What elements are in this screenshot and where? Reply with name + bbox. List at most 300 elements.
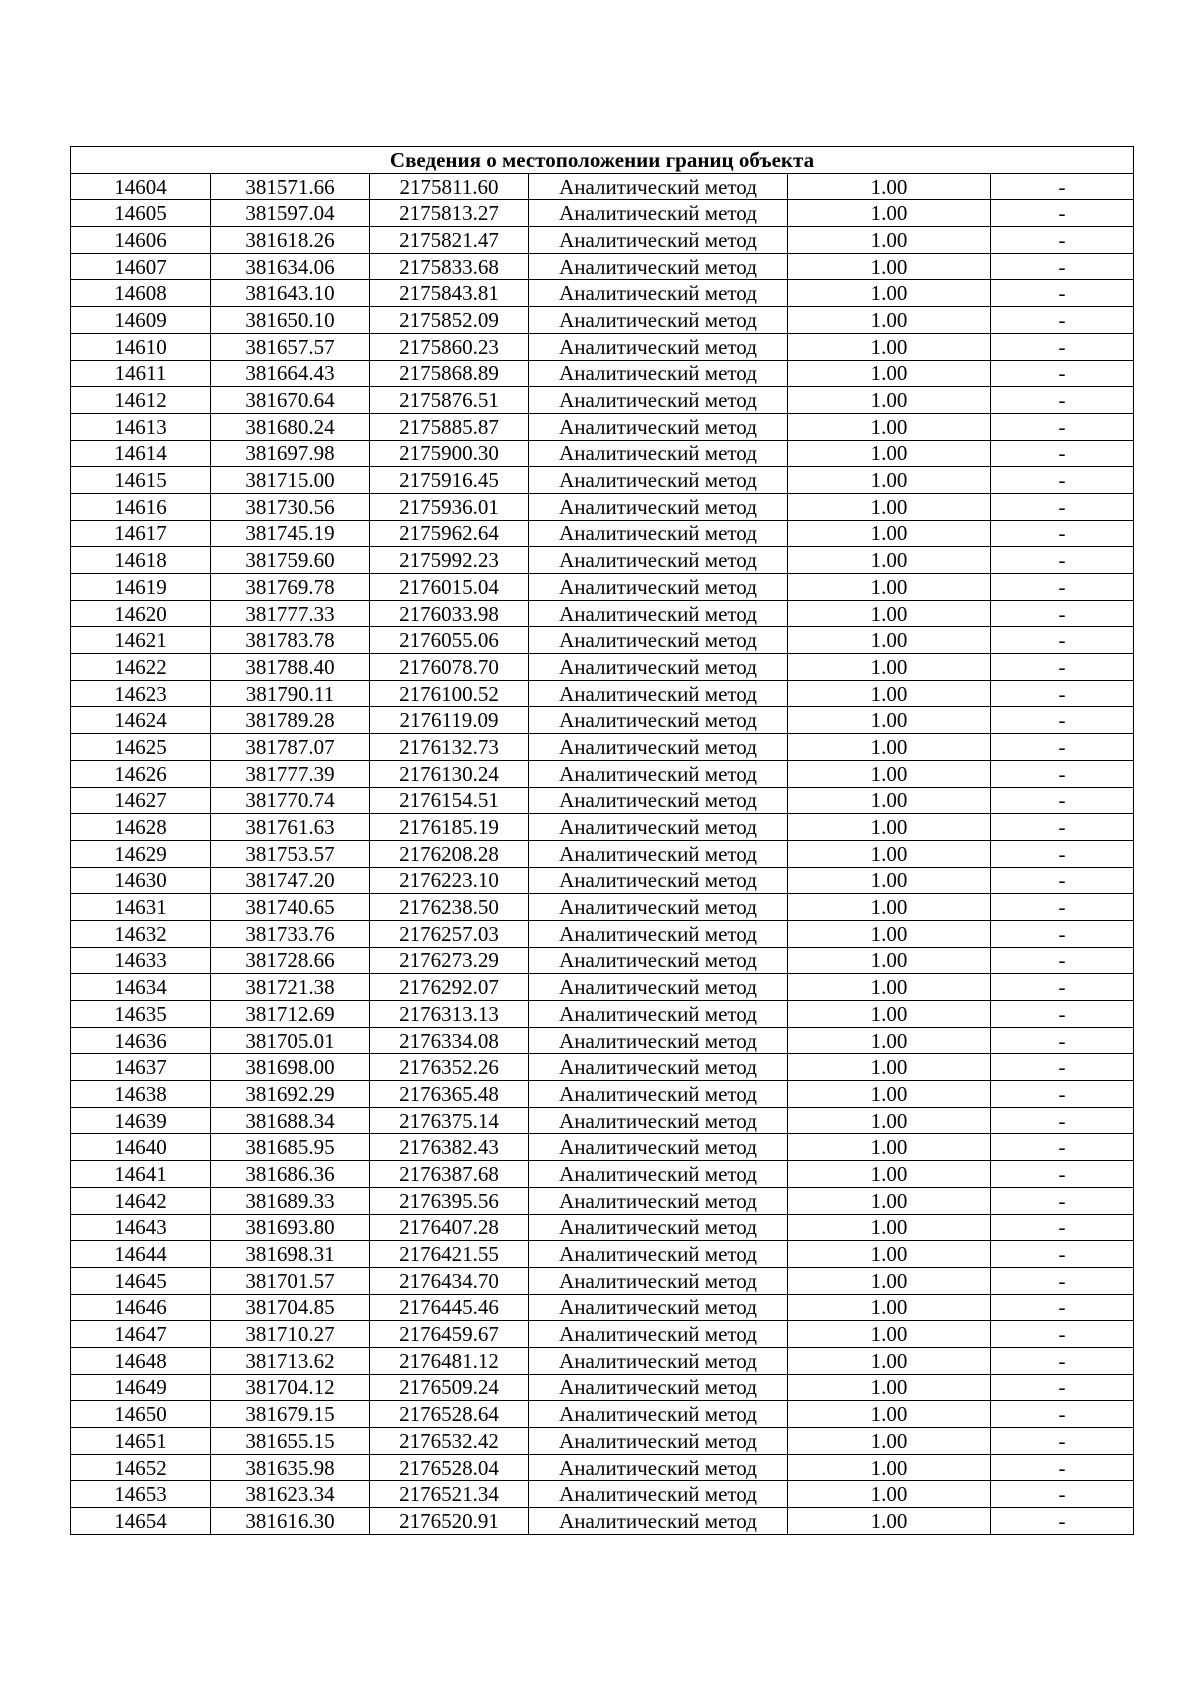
x-coordinate-cell: 381777.39 (211, 760, 370, 787)
method-cell: Аналитический метод (529, 1134, 788, 1161)
table-row (71, 814, 1134, 841)
x-coordinate-cell: 381728.66 (211, 947, 370, 974)
description-cell: - (991, 734, 1134, 761)
method-cell: Аналитический метод (529, 1027, 788, 1054)
x-coordinate-cell: 381643.10 (211, 280, 370, 307)
x-coordinate-cell: 381650.10 (211, 307, 370, 334)
accuracy-cell: 1.00 (788, 440, 991, 467)
description-cell: - (991, 253, 1134, 280)
y-coordinate-cell: 2176520.91 (370, 1508, 529, 1535)
description-cell: - (991, 1081, 1134, 1108)
point-number-cell: 14652 (71, 1454, 211, 1481)
table-row (71, 974, 1134, 1001)
y-coordinate-cell: 2176387.68 (370, 1161, 529, 1188)
x-coordinate-cell: 381634.06 (211, 253, 370, 280)
table-row (71, 920, 1134, 947)
description-cell: - (991, 654, 1134, 681)
point-number-cell: 14630 (71, 867, 211, 894)
accuracy-cell: 1.00 (788, 307, 991, 334)
table-row (71, 360, 1134, 387)
x-coordinate-cell: 381769.78 (211, 574, 370, 601)
point-number-cell: 14621 (71, 627, 211, 654)
point-number-cell: 14610 (71, 333, 211, 360)
y-coordinate-cell: 2176132.73 (370, 734, 529, 761)
accuracy-cell: 1.00 (788, 574, 991, 601)
accuracy-cell: 1.00 (788, 760, 991, 787)
description-cell: - (991, 1241, 1134, 1268)
accuracy-cell: 1.00 (788, 814, 991, 841)
table-row (71, 1374, 1134, 1401)
description-cell: - (991, 280, 1134, 307)
method-cell: Аналитический метод (529, 840, 788, 867)
description-cell: - (991, 574, 1134, 601)
point-number-cell: 14605 (71, 200, 211, 227)
table-row (71, 173, 1134, 200)
x-coordinate-cell: 381597.04 (211, 200, 370, 227)
accuracy-cell: 1.00 (788, 734, 991, 761)
table-row (71, 440, 1134, 467)
x-coordinate-cell: 381704.85 (211, 1294, 370, 1321)
point-number-cell: 14650 (71, 1401, 211, 1428)
method-cell: Аналитический метод (529, 760, 788, 787)
accuracy-cell: 1.00 (788, 333, 991, 360)
y-coordinate-cell: 2176033.98 (370, 600, 529, 627)
description-cell: - (991, 1454, 1134, 1481)
y-coordinate-cell: 2175868.89 (370, 360, 529, 387)
x-coordinate-cell: 381685.95 (211, 1134, 370, 1161)
table-row (71, 947, 1134, 974)
point-number-cell: 14651 (71, 1428, 211, 1455)
description-cell: - (991, 1107, 1134, 1134)
table-row (71, 253, 1134, 280)
method-cell: Аналитический метод (529, 1401, 788, 1428)
description-cell: - (991, 894, 1134, 921)
x-coordinate-cell: 381753.57 (211, 840, 370, 867)
table-row (71, 520, 1134, 547)
point-number-cell: 14649 (71, 1374, 211, 1401)
description-cell: - (991, 307, 1134, 334)
y-coordinate-cell: 2176154.51 (370, 787, 529, 814)
y-coordinate-cell: 2175962.64 (370, 520, 529, 547)
method-cell: Аналитический метод (529, 1428, 788, 1455)
method-cell: Аналитический метод (529, 1054, 788, 1081)
point-number-cell: 14631 (71, 894, 211, 921)
table-row (71, 413, 1134, 440)
table-row (71, 1428, 1134, 1455)
y-coordinate-cell: 2176421.55 (370, 1241, 529, 1268)
point-number-cell: 14634 (71, 974, 211, 1001)
method-cell: Аналитический метод (529, 387, 788, 414)
table-body (71, 173, 1134, 1534)
description-cell: - (991, 974, 1134, 1001)
point-number-cell: 14653 (71, 1481, 211, 1508)
x-coordinate-cell: 381730.56 (211, 493, 370, 520)
point-number-cell: 14615 (71, 467, 211, 494)
point-number-cell: 14643 (71, 1214, 211, 1241)
point-number-cell: 14613 (71, 413, 211, 440)
y-coordinate-cell: 2176352.26 (370, 1054, 529, 1081)
method-cell: Аналитический метод (529, 1481, 788, 1508)
table-row (71, 1454, 1134, 1481)
point-number-cell: 14609 (71, 307, 211, 334)
point-number-cell: 14628 (71, 814, 211, 841)
accuracy-cell: 1.00 (788, 200, 991, 227)
description-cell: - (991, 840, 1134, 867)
accuracy-cell: 1.00 (788, 360, 991, 387)
description-cell: - (991, 200, 1134, 227)
description-cell: - (991, 1054, 1134, 1081)
accuracy-cell: 1.00 (788, 253, 991, 280)
x-coordinate-cell: 381698.31 (211, 1241, 370, 1268)
y-coordinate-cell: 2176459.67 (370, 1321, 529, 1348)
accuracy-cell: 1.00 (788, 627, 991, 654)
x-coordinate-cell: 381689.33 (211, 1187, 370, 1214)
accuracy-cell: 1.00 (788, 1481, 991, 1508)
description-cell: - (991, 547, 1134, 574)
x-coordinate-cell: 381618.26 (211, 227, 370, 254)
x-coordinate-cell: 381704.12 (211, 1374, 370, 1401)
method-cell: Аналитический метод (529, 467, 788, 494)
table-row (71, 387, 1134, 414)
y-coordinate-cell: 2176528.04 (370, 1454, 529, 1481)
table-row (71, 600, 1134, 627)
description-cell: - (991, 387, 1134, 414)
description-cell: - (991, 1027, 1134, 1054)
method-cell: Аналитический метод (529, 280, 788, 307)
x-coordinate-cell: 381679.15 (211, 1401, 370, 1428)
description-cell: - (991, 1321, 1134, 1348)
y-coordinate-cell: 2175813.27 (370, 200, 529, 227)
method-cell: Аналитический метод (529, 227, 788, 254)
point-number-cell: 14614 (71, 440, 211, 467)
x-coordinate-cell: 381777.33 (211, 600, 370, 627)
method-cell: Аналитический метод (529, 1241, 788, 1268)
method-cell: Аналитический метод (529, 654, 788, 681)
accuracy-cell: 1.00 (788, 1347, 991, 1374)
y-coordinate-cell: 2176208.28 (370, 840, 529, 867)
method-cell: Аналитический метод (529, 920, 788, 947)
description-cell: - (991, 1481, 1134, 1508)
table-row (71, 1081, 1134, 1108)
x-coordinate-cell: 381693.80 (211, 1214, 370, 1241)
y-coordinate-cell: 2176509.24 (370, 1374, 529, 1401)
method-cell: Аналитический метод (529, 360, 788, 387)
accuracy-cell: 1.00 (788, 1001, 991, 1028)
x-coordinate-cell: 381623.34 (211, 1481, 370, 1508)
accuracy-cell: 1.00 (788, 173, 991, 200)
point-number-cell: 14635 (71, 1001, 211, 1028)
accuracy-cell: 1.00 (788, 1187, 991, 1214)
y-coordinate-cell: 2176119.09 (370, 707, 529, 734)
description-cell: - (991, 360, 1134, 387)
description-cell: - (991, 680, 1134, 707)
table-row (71, 227, 1134, 254)
x-coordinate-cell: 381712.69 (211, 1001, 370, 1028)
table-row (71, 1054, 1134, 1081)
point-number-cell: 14629 (71, 840, 211, 867)
x-coordinate-cell: 381657.57 (211, 333, 370, 360)
x-coordinate-cell: 381715.00 (211, 467, 370, 494)
y-coordinate-cell: 2176078.70 (370, 654, 529, 681)
point-number-cell: 14606 (71, 227, 211, 254)
method-cell: Аналитический метод (529, 1161, 788, 1188)
x-coordinate-cell: 381789.28 (211, 707, 370, 734)
accuracy-cell: 1.00 (788, 1428, 991, 1455)
x-coordinate-cell: 381680.24 (211, 413, 370, 440)
method-cell: Аналитический метод (529, 1294, 788, 1321)
description-cell: - (991, 1161, 1134, 1188)
method-cell: Аналитический метод (529, 520, 788, 547)
document-page (70, 146, 1133, 1535)
accuracy-cell: 1.00 (788, 1134, 991, 1161)
y-coordinate-cell: 2175916.45 (370, 467, 529, 494)
y-coordinate-cell: 2176382.43 (370, 1134, 529, 1161)
method-cell: Аналитический метод (529, 200, 788, 227)
y-coordinate-cell: 2176313.13 (370, 1001, 529, 1028)
table-title: Сведения о местоположении границ объекта (71, 147, 1134, 174)
description-cell: - (991, 760, 1134, 787)
y-coordinate-cell: 2176521.34 (370, 1481, 529, 1508)
point-number-cell: 14632 (71, 920, 211, 947)
x-coordinate-cell: 381733.76 (211, 920, 370, 947)
boundary-coordinates-table (70, 146, 1134, 1535)
description-cell: - (991, 1508, 1134, 1535)
description-cell: - (991, 1267, 1134, 1294)
description-cell: - (991, 1347, 1134, 1374)
x-coordinate-cell: 381571.66 (211, 173, 370, 200)
table-row (71, 280, 1134, 307)
y-coordinate-cell: 2176130.24 (370, 760, 529, 787)
table-row (71, 1481, 1134, 1508)
table-row (71, 707, 1134, 734)
table-row (71, 333, 1134, 360)
description-cell: - (991, 1428, 1134, 1455)
accuracy-cell: 1.00 (788, 1241, 991, 1268)
method-cell: Аналитический метод (529, 574, 788, 601)
x-coordinate-cell: 381635.98 (211, 1454, 370, 1481)
point-number-cell: 14619 (71, 574, 211, 601)
x-coordinate-cell: 381701.57 (211, 1267, 370, 1294)
table-row (71, 840, 1134, 867)
accuracy-cell: 1.00 (788, 787, 991, 814)
table-row (71, 1027, 1134, 1054)
y-coordinate-cell: 2176334.08 (370, 1027, 529, 1054)
x-coordinate-cell: 381692.29 (211, 1081, 370, 1108)
method-cell: Аналитический метод (529, 1508, 788, 1535)
method-cell: Аналитический метод (529, 440, 788, 467)
point-number-cell: 14648 (71, 1347, 211, 1374)
y-coordinate-cell: 2175876.51 (370, 387, 529, 414)
table-row (71, 1294, 1134, 1321)
description-cell: - (991, 333, 1134, 360)
point-number-cell: 14620 (71, 600, 211, 627)
y-coordinate-cell: 2176395.56 (370, 1187, 529, 1214)
y-coordinate-cell: 2175885.87 (370, 413, 529, 440)
accuracy-cell: 1.00 (788, 1214, 991, 1241)
table-row (71, 547, 1134, 574)
method-cell: Аналитический метод (529, 173, 788, 200)
description-cell: - (991, 947, 1134, 974)
y-coordinate-cell: 2175833.68 (370, 253, 529, 280)
point-number-cell: 14640 (71, 1134, 211, 1161)
y-coordinate-cell: 2176238.50 (370, 894, 529, 921)
point-number-cell: 14604 (71, 173, 211, 200)
method-cell: Аналитический метод (529, 947, 788, 974)
y-coordinate-cell: 2176292.07 (370, 974, 529, 1001)
y-coordinate-cell: 2176375.14 (370, 1107, 529, 1134)
description-cell: - (991, 520, 1134, 547)
y-coordinate-cell: 2176528.64 (370, 1401, 529, 1428)
x-coordinate-cell: 381788.40 (211, 654, 370, 681)
method-cell: Аналитический метод (529, 307, 788, 334)
accuracy-cell: 1.00 (788, 920, 991, 947)
accuracy-cell: 1.00 (788, 867, 991, 894)
y-coordinate-cell: 2175936.01 (370, 493, 529, 520)
accuracy-cell: 1.00 (788, 707, 991, 734)
table-row (71, 1508, 1134, 1535)
y-coordinate-cell: 2175811.60 (370, 173, 529, 200)
accuracy-cell: 1.00 (788, 1027, 991, 1054)
table-row (71, 760, 1134, 787)
point-number-cell: 14624 (71, 707, 211, 734)
accuracy-cell: 1.00 (788, 1374, 991, 1401)
accuracy-cell: 1.00 (788, 840, 991, 867)
method-cell: Аналитический метод (529, 787, 788, 814)
table-row (71, 1401, 1134, 1428)
y-coordinate-cell: 2176532.42 (370, 1428, 529, 1455)
table-row (71, 627, 1134, 654)
point-number-cell: 14607 (71, 253, 211, 280)
point-number-cell: 14641 (71, 1161, 211, 1188)
accuracy-cell: 1.00 (788, 280, 991, 307)
method-cell: Аналитический метод (529, 1374, 788, 1401)
table-row (71, 574, 1134, 601)
description-cell: - (991, 814, 1134, 841)
accuracy-cell: 1.00 (788, 600, 991, 627)
x-coordinate-cell: 381713.62 (211, 1347, 370, 1374)
table-row (71, 1187, 1134, 1214)
y-coordinate-cell: 2175843.81 (370, 280, 529, 307)
method-cell: Аналитический метод (529, 1081, 788, 1108)
point-number-cell: 14623 (71, 680, 211, 707)
table-row (71, 200, 1134, 227)
table-row (71, 787, 1134, 814)
accuracy-cell: 1.00 (788, 1294, 991, 1321)
table-row (71, 1214, 1134, 1241)
x-coordinate-cell: 381670.64 (211, 387, 370, 414)
table-row (71, 867, 1134, 894)
description-cell: - (991, 227, 1134, 254)
description-cell: - (991, 1401, 1134, 1428)
x-coordinate-cell: 381740.65 (211, 894, 370, 921)
table-row (71, 1161, 1134, 1188)
y-coordinate-cell: 2176055.06 (370, 627, 529, 654)
point-number-cell: 14647 (71, 1321, 211, 1348)
point-number-cell: 14612 (71, 387, 211, 414)
x-coordinate-cell: 381747.20 (211, 867, 370, 894)
accuracy-cell: 1.00 (788, 680, 991, 707)
point-number-cell: 14642 (71, 1187, 211, 1214)
description-cell: - (991, 493, 1134, 520)
x-coordinate-cell: 381783.78 (211, 627, 370, 654)
point-number-cell: 14616 (71, 493, 211, 520)
method-cell: Аналитический метод (529, 413, 788, 440)
y-coordinate-cell: 2176273.29 (370, 947, 529, 974)
point-number-cell: 14618 (71, 547, 211, 574)
method-cell: Аналитический метод (529, 600, 788, 627)
table-row (71, 467, 1134, 494)
accuracy-cell: 1.00 (788, 1267, 991, 1294)
point-number-cell: 14626 (71, 760, 211, 787)
y-coordinate-cell: 2175852.09 (370, 307, 529, 334)
x-coordinate-cell: 381745.19 (211, 520, 370, 547)
point-number-cell: 14622 (71, 654, 211, 681)
x-coordinate-cell: 381787.07 (211, 734, 370, 761)
point-number-cell: 14627 (71, 787, 211, 814)
table-row (71, 734, 1134, 761)
table-row (71, 493, 1134, 520)
point-number-cell: 14608 (71, 280, 211, 307)
description-cell: - (991, 1134, 1134, 1161)
description-cell: - (991, 1187, 1134, 1214)
x-coordinate-cell: 381721.38 (211, 974, 370, 1001)
accuracy-cell: 1.00 (788, 1081, 991, 1108)
point-number-cell: 14611 (71, 360, 211, 387)
x-coordinate-cell: 381790.11 (211, 680, 370, 707)
table-row (71, 1267, 1134, 1294)
x-coordinate-cell: 381759.60 (211, 547, 370, 574)
accuracy-cell: 1.00 (788, 1508, 991, 1535)
description-cell: - (991, 173, 1134, 200)
x-coordinate-cell: 381770.74 (211, 787, 370, 814)
method-cell: Аналитический метод (529, 734, 788, 761)
x-coordinate-cell: 381616.30 (211, 1508, 370, 1535)
accuracy-cell: 1.00 (788, 520, 991, 547)
description-cell: - (991, 1294, 1134, 1321)
y-coordinate-cell: 2175992.23 (370, 547, 529, 574)
method-cell: Аналитический метод (529, 814, 788, 841)
point-number-cell: 14617 (71, 520, 211, 547)
table-title-row (71, 147, 1134, 174)
description-cell: - (991, 467, 1134, 494)
x-coordinate-cell: 381655.15 (211, 1428, 370, 1455)
table-row (71, 1347, 1134, 1374)
method-cell: Аналитический метод (529, 627, 788, 654)
method-cell: Аналитический метод (529, 974, 788, 1001)
table-row (71, 1241, 1134, 1268)
y-coordinate-cell: 2176257.03 (370, 920, 529, 947)
accuracy-cell: 1.00 (788, 654, 991, 681)
point-number-cell: 14644 (71, 1241, 211, 1268)
y-coordinate-cell: 2176407.28 (370, 1214, 529, 1241)
description-cell: - (991, 440, 1134, 467)
point-number-cell: 14645 (71, 1267, 211, 1294)
accuracy-cell: 1.00 (788, 547, 991, 574)
method-cell: Аналитический метод (529, 1214, 788, 1241)
accuracy-cell: 1.00 (788, 1401, 991, 1428)
point-number-cell: 14637 (71, 1054, 211, 1081)
point-number-cell: 14638 (71, 1081, 211, 1108)
accuracy-cell: 1.00 (788, 974, 991, 1001)
method-cell: Аналитический метод (529, 333, 788, 360)
accuracy-cell: 1.00 (788, 1054, 991, 1081)
description-cell: - (991, 1374, 1134, 1401)
description-cell: - (991, 627, 1134, 654)
method-cell: Аналитический метод (529, 707, 788, 734)
table-row (71, 1001, 1134, 1028)
x-coordinate-cell: 381664.43 (211, 360, 370, 387)
method-cell: Аналитический метод (529, 253, 788, 280)
